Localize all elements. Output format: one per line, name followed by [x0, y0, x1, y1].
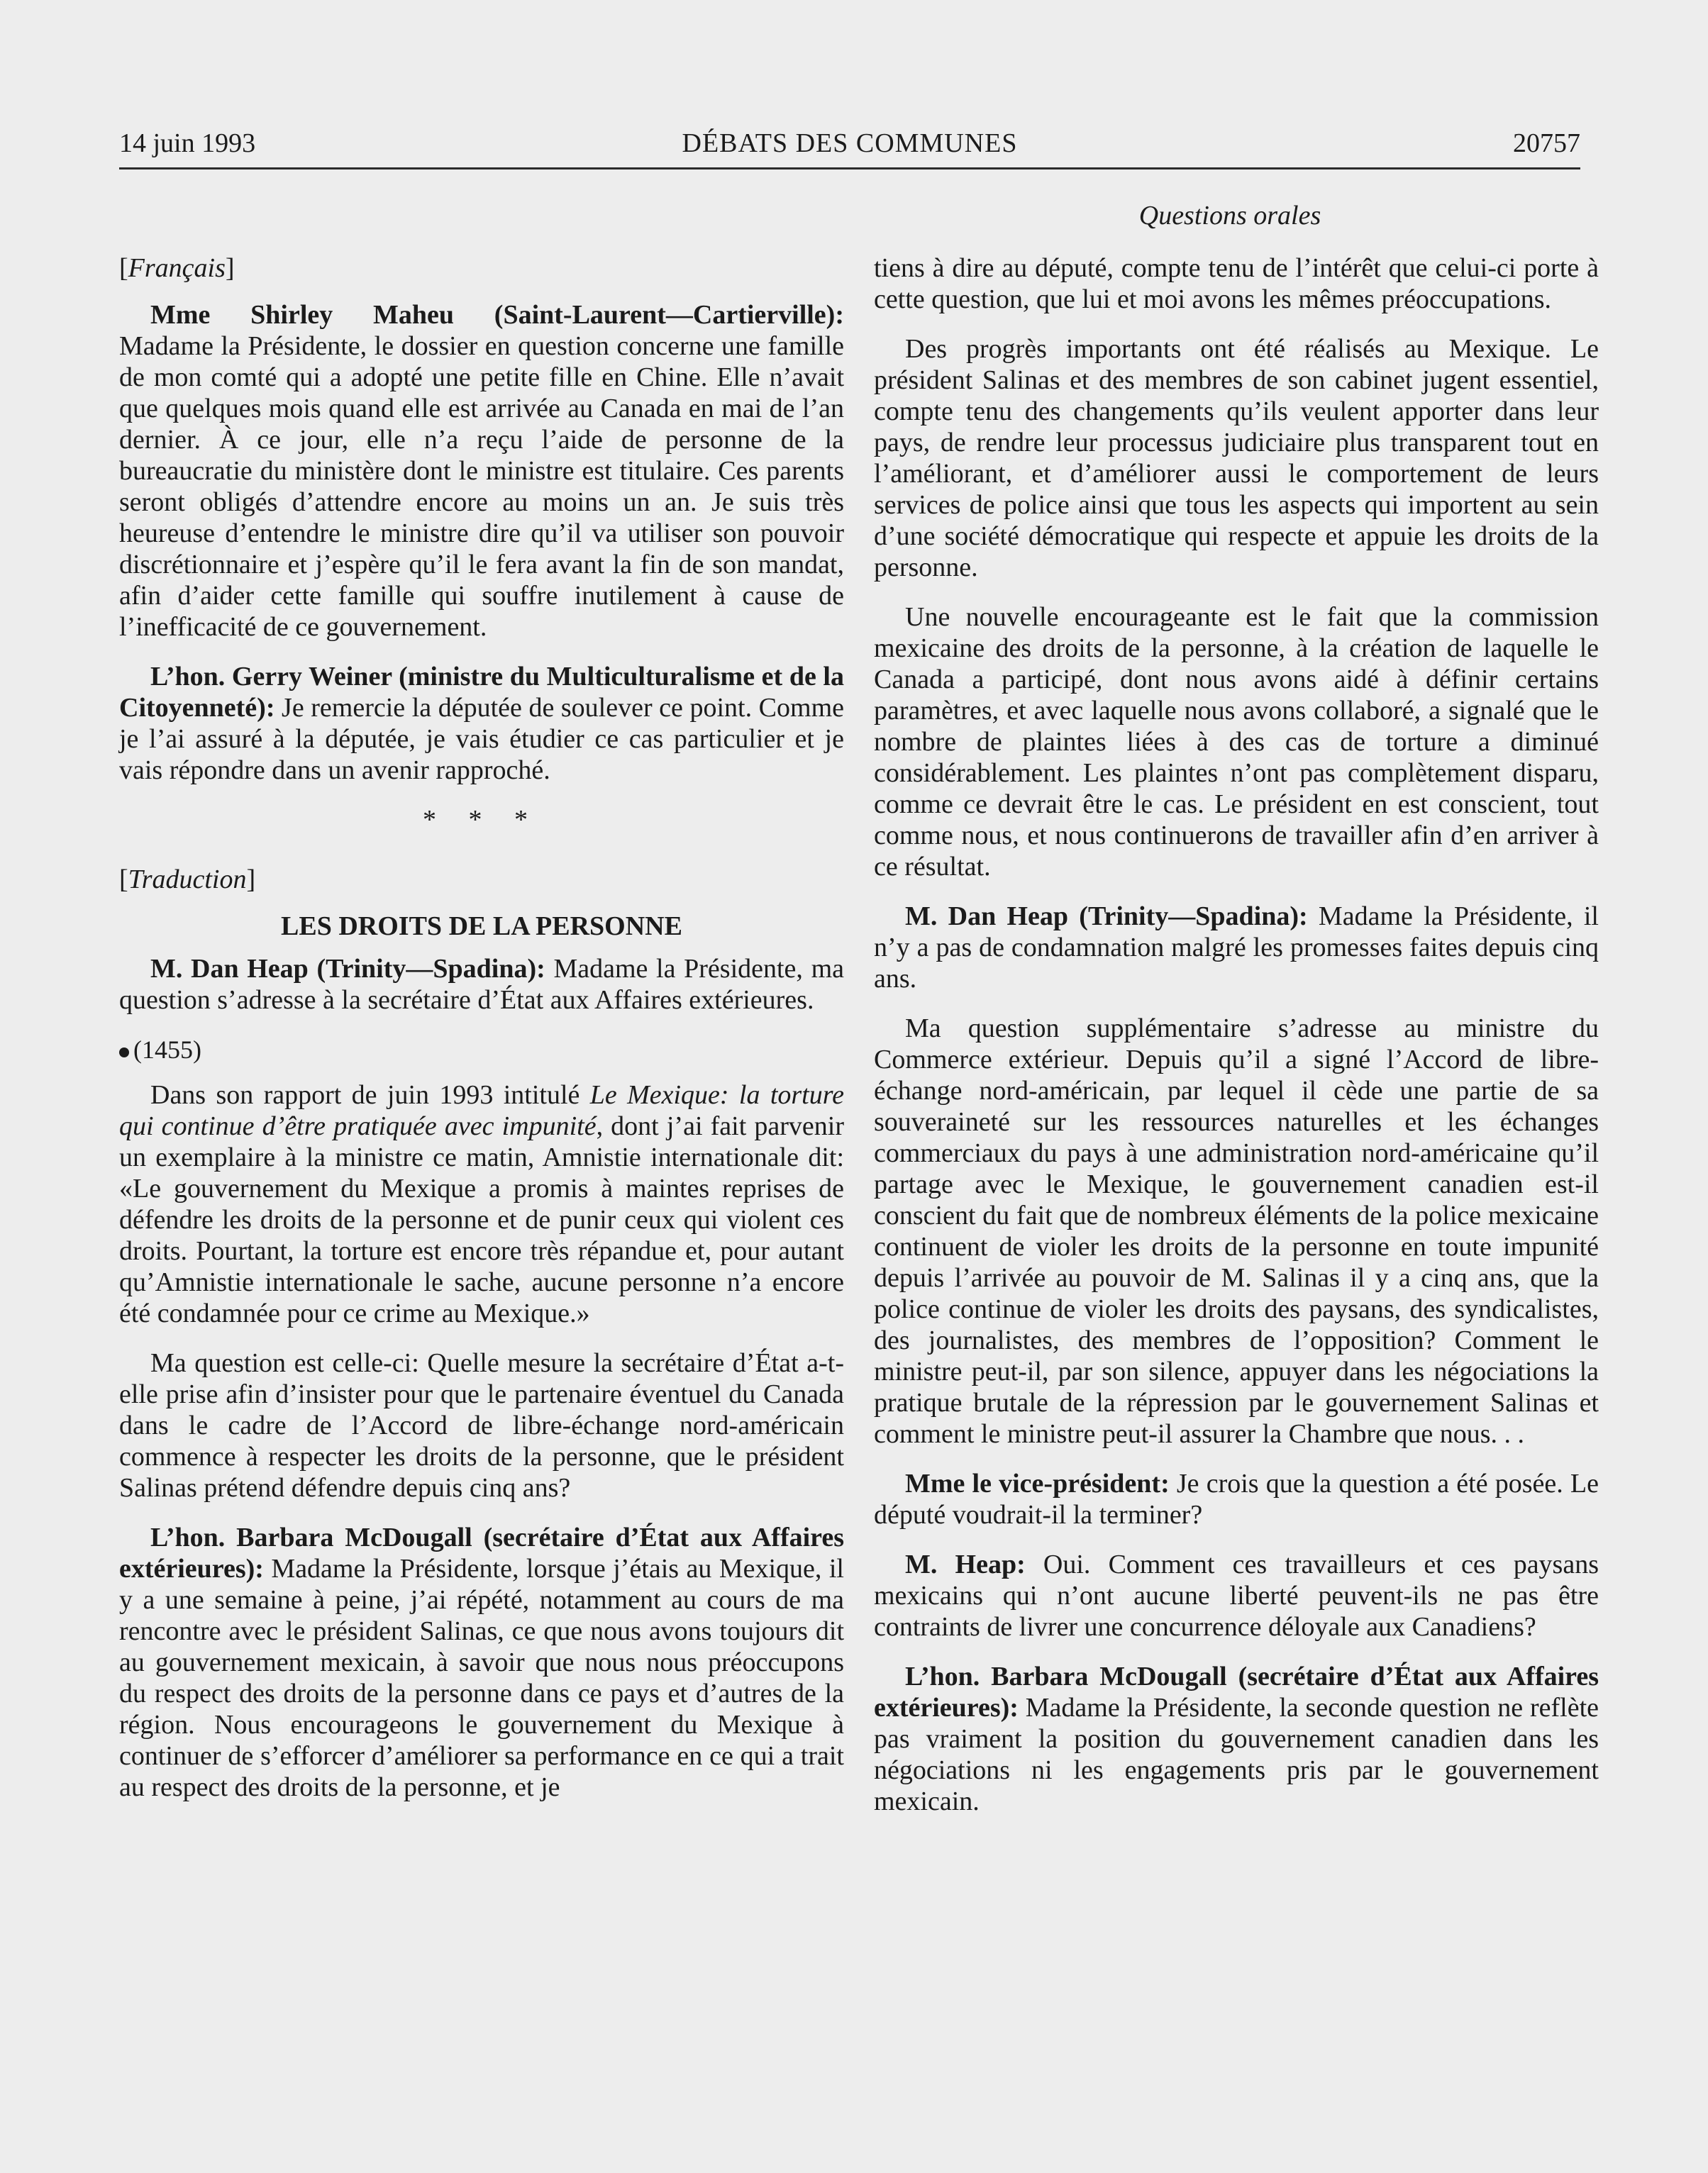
right-column — [874, 252, 1599, 1835]
speaker-name: L’hon. Barbara McDougall (secrétaire d’État aux Affaires extérieures): — [874, 1662, 1599, 1723]
section-heading: LES DROITS DE LA PERSONNE — [281, 911, 682, 941]
speaker-name: Mme Shirley Maheu (Saint-Laurent—Cartierville): — [150, 300, 844, 330]
paragraph-commission: Une nouvelle encourageante est le fait que la commission mexicaine des droits de la personne, à la création de laquelle le Canada a participé, dont nous avons aidé à définir certains paramètres, et avec laquelle nous avons collaboré, a signalé que le nombre de plaintes liées à des cas de torture a diminué considérablement. Les plaintes n’ont pas complètement disparu, comme ce devrait être le cas. Le président en est conscient, tout comme nous, et nous continuerons de travailler afin d’en arriver à ce résultat. — [874, 602, 1599, 882]
speaker-name: M. Heap: — [905, 1550, 1026, 1579]
page-header — [119, 125, 1580, 167]
paragraph-heap-question — [119, 953, 844, 1016]
paragraph-vice-president — [874, 1468, 1599, 1530]
speech-text: Je crois que la question a été posée. Le député voudrait-il la terminer? — [874, 1469, 1599, 1530]
report-title: Le Mexique: la torture qui continue d’être pratiquée avec impunité — [119, 1080, 844, 1141]
paragraph-maheu — [119, 299, 844, 643]
paragraph-mcdougall-reply — [874, 1661, 1599, 1817]
speech-text: Madame la Présidente, ma question s’adresse à la secrétaire d’État aux Affaires extérieures. — [119, 954, 844, 1015]
speaker-name: M. Dan Heap (Trinity—Spadina): — [905, 901, 1308, 931]
bullet-icon — [119, 1047, 129, 1057]
running-head: Questions orales — [1138, 201, 1321, 230]
paragraph-weiner — [119, 661, 844, 786]
header-date: 14 juin 1993 — [119, 128, 256, 158]
speaker-name: L’hon. Barbara McDougall (secrétaire d’État aux Affaires extérieures): — [119, 1523, 844, 1584]
paragraph-heap-condemnation — [874, 901, 1599, 994]
header-title: DÉBATS DES COMMUNES — [682, 128, 1018, 158]
speech-text: Oui. Comment ces travailleurs et ces paysans mexicains qui n’ont aucune liberté peuvent-ils ne pas être contraints de livrer une concurrence déloyale aux Canadiens? — [874, 1550, 1599, 1642]
left-column — [119, 252, 844, 1821]
paragraph-amnesty-report: Dans son rapport de juin 1993 intitulé Le Mexique: la torture qui continue d’être pratiquée avec impunité, dont j’ai fait parvenir un exemplaire à la ministre ce matin, Amnistie internationale dit: «Le gouvernement du Mexique a promis à maintes reprises de défendre les droits de la personne et de punir ceux qui violent ces droits. Pourtant, la torture est encore très répandue et, pour autant qu’Amnistie internationale le sache, aucune personne n’a encore été condamnée pour ce crime au Mexique.» — [119, 1080, 844, 1328]
speech-text: Madame la Présidente, la seconde question ne reflète pas vraiment la position du gouvernement canadien dans les négociations ni les engagements pris par le gouvernement mexicain. — [874, 1693, 1599, 1816]
paragraph-heap-reply — [874, 1549, 1599, 1643]
speech-text: Madame la Présidente, lorsque j’étais au Mexique, il y a une semaine à peine, j’ai répété, notamment au cours de ma rencontre avec le président Salinas, ce que nous avons toujours dit au gouvernement mexicain, à savoir que nous nous préoccupons du respect des droits de la personne dans ce pays et d’autres de la région. Nous encourageons le gouvernement du Mexique à continuer de s’efforcer d’améliorer sa performance en ce qui a trait au respect des droits de la personne, et je — [119, 1554, 844, 1802]
paragraph-continuation: tiens à dire au député, compte tenu de l’intérêt que celui-ci porte à cette question, que lui et moi avons les mêmes préoccupations. — [874, 253, 1599, 314]
language-tag-francais: [Français] — [119, 253, 235, 283]
speech-text: Madame la Présidente, le dossier en question concerne une famille de mon comté qui a adopté une petite fille en Chine. Elle n’avait que quelques mois quand elle est arrivée au Canada en mai de l’an dernier. À ce jour, elle n’a reçu l’aide de personne de la bureaucratie du ministère dont le ministre est titulaire. Ces parents seront obligés d’attendre encore au moins un an. Je suis très heureuse d’entendre le ministre dire qu’il va utiliser son pouvoir discrétionnaire et j’espère qu’il le fera avant la fin de son mandat, afin d’aider cette famille qui souffre inutilement à cause de l’inefficacité de ce gouvernement. — [119, 331, 844, 642]
speech-text: Madame la Présidente, il n’y a pas de condamnation malgré les promesses faites depuis cinq ans. — [874, 901, 1599, 994]
speaker-name: L’hon. Gerry Weiner (ministre du Multiculturalisme et de la Citoyenneté): — [119, 662, 844, 723]
header-rule — [119, 167, 1580, 169]
paragraph-progress: Des progrès importants ont été réalisés au Mexique. Le président Salinas et des membres de son cabinet jugent essentiel, compte tenu des changements qu’ils veulent apporter dans leur pays, de rendre leur processus judiciaire plus transparent tout en l’améliorant, et d’améliorer aussi le comportement de leurs services de police ainsi que tous les aspects qui importent au sein d’une société démocratique qui respecte et appuie les droits de la personne. — [874, 334, 1599, 582]
paragraph-heap-followup: Ma question est celle-ci: Quelle mesure la secrétaire d’État a-t-elle prise afin d’insister pour que le partenaire éventuel du Canada dans le cadre de l’Accord de libre-échange nord-américain commence à respecter les droits de la personne, que le président Salinas prétend défendre depuis cinq ans? — [119, 1348, 844, 1503]
speaker-name: M. Dan Heap (Trinity—Spadina): — [150, 954, 545, 984]
speaker-name: Mme le vice-président: — [905, 1469, 1170, 1499]
paragraph-mcdougall — [119, 1522, 844, 1803]
language-tag-traduction: [Traduction] — [119, 865, 256, 894]
speech-text: Je remercie la députée de soulever ce point. Comme je l’ai assuré à la députée, je vais étudier ce cas particulier et je vais répondre dans un avenir rapproché. — [119, 693, 844, 785]
page-number: 20757 — [1513, 128, 1580, 158]
section-separator: * * * — [423, 805, 540, 835]
timestamp: (1455) — [119, 1034, 844, 1065]
paragraph-supplementary: Ma question supplémentaire s’adresse au ministre du Commerce extérieur. Depuis qu’il a signé l’Accord de libre-échange nord-américain, par lequel il cède une partie de sa souveraineté sur les ressources naturelles et les échanges commerciaux du pays à une administration nord-américaine qu’il partage avec le Mexique, le gouvernement canadien est-il conscient du fait que de nombreux éléments de la police mexicaine continuent de violer les droits de la personne en toute impunité depuis l’arrivée au pouvoir de M. Salinas il y a cinq ans, que la police continue de violer les droits des paysans, des syndicalistes, des journalistes, des membres de l’opposition? Comment le ministre peut-il, par son silence, appuyer dans les négociations la pratique brutale de la répression par le gouvernement Salinas et comment le ministre peut-il assurer la Chambre que nous. . . — [874, 1013, 1599, 1449]
